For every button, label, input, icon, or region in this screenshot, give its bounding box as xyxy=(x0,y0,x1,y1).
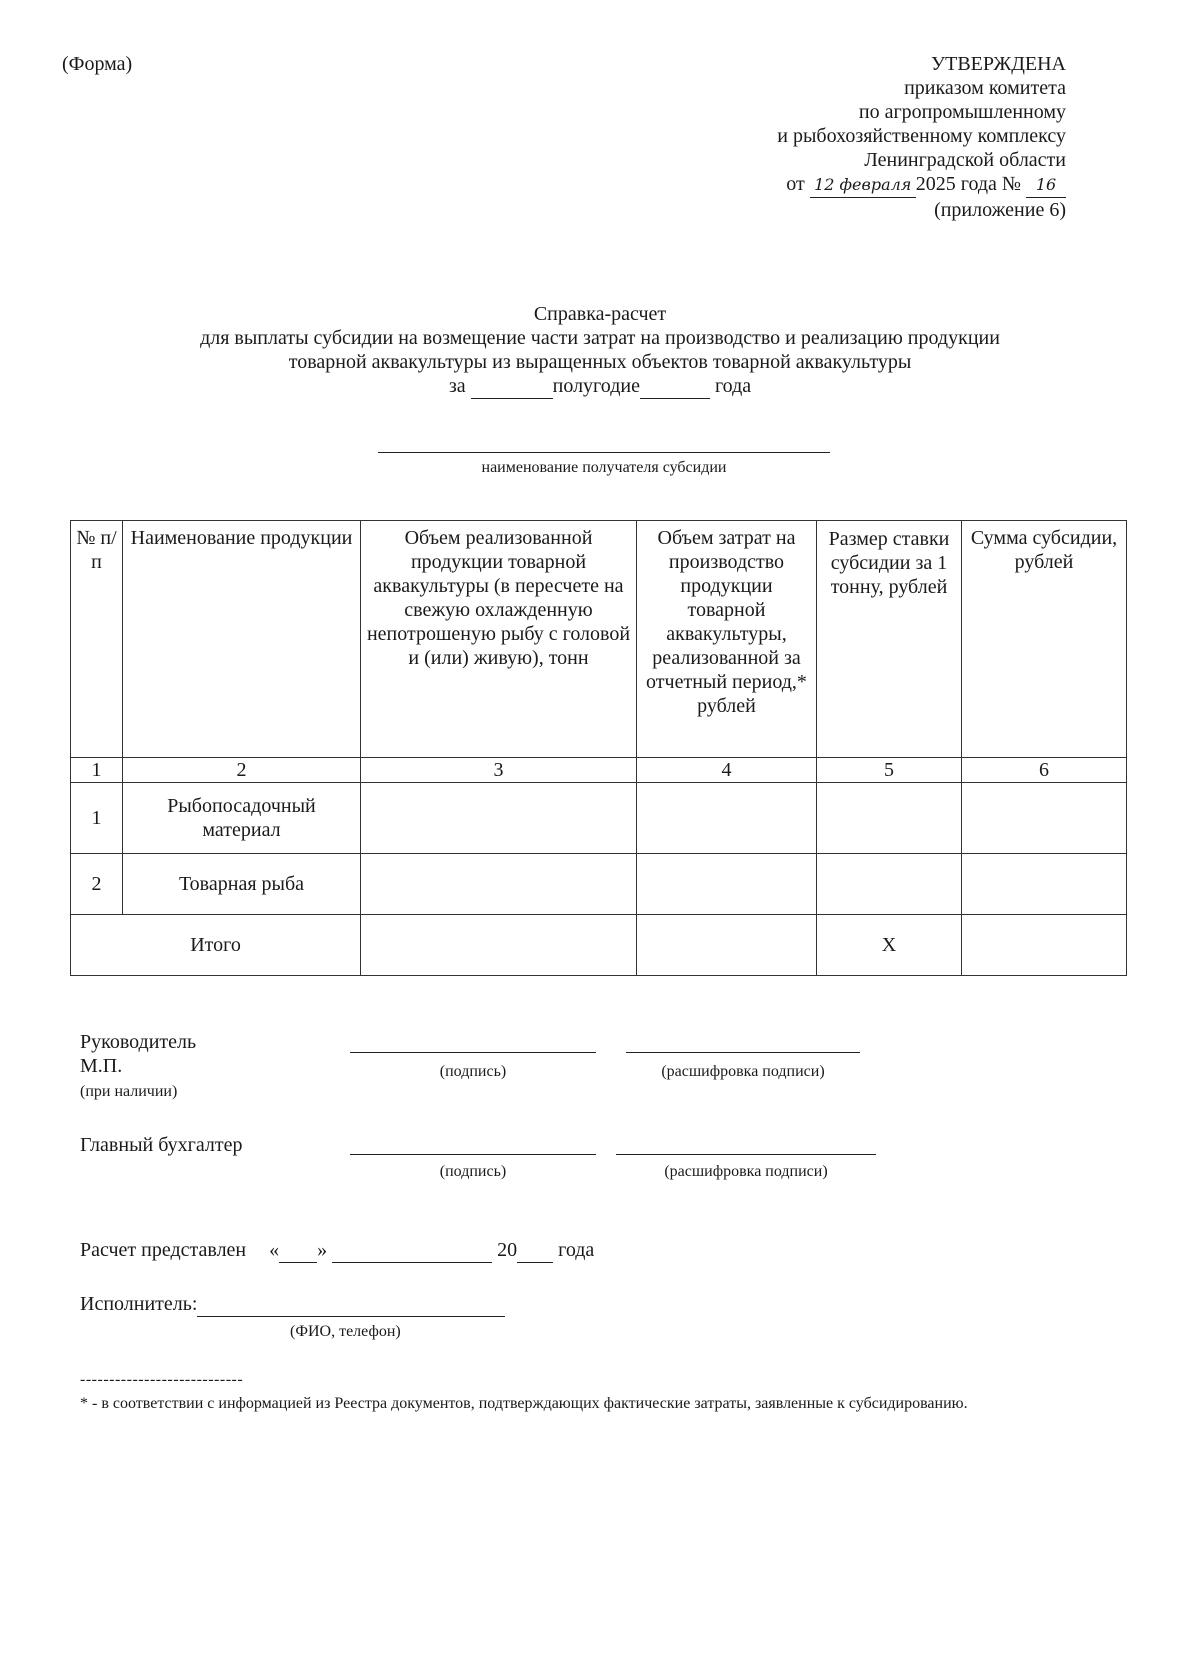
head-signature-line[interactable] xyxy=(350,1052,596,1053)
rate-cell[interactable] xyxy=(817,854,962,915)
total-label: Итого xyxy=(71,915,361,976)
close-quote: » xyxy=(317,1239,328,1261)
total-row xyxy=(71,915,1127,976)
submitted-label: Расчет представлен xyxy=(80,1239,247,1261)
head-signature-caption: (подпись) xyxy=(439,1063,507,1080)
footnote-separator: ---------------------------- xyxy=(80,1371,244,1388)
stamp-note: (при наличии) xyxy=(80,1083,178,1100)
appendix-label: (приложение 6) xyxy=(934,199,1066,221)
century-text: 20 xyxy=(497,1239,518,1261)
approval-date-line xyxy=(466,172,1066,198)
header-cost-volume: Объем затрат на производство продукции товарной аквакультуры, реализованной за отчетный период,* рублей xyxy=(637,521,817,758)
year-word: года xyxy=(558,1239,595,1261)
head-decode-line[interactable] xyxy=(626,1052,860,1053)
stamp-label: М.П. xyxy=(80,1055,123,1077)
date-prefix: от xyxy=(786,173,805,195)
subsidy-sum-cell[interactable] xyxy=(962,854,1127,915)
title-line-2: для выплаты субсидии на возмещение части затрат на производство и реализацию продукции xyxy=(200,327,1000,349)
head-title: Руководитель xyxy=(80,1031,197,1053)
executor-label: Исполнитель: xyxy=(80,1293,198,1315)
footnote-text: * - в соответствии с информацией из Реестра документов, подтверждающих фактические затраты, заявленные к субсидированию. xyxy=(80,1395,968,1412)
cost-volume-cell[interactable] xyxy=(637,854,817,915)
title-line-1: Справка-расчет xyxy=(533,303,667,325)
open-quote: « xyxy=(269,1239,280,1261)
header-subsidy-sum: Сумма субсидии, рублей xyxy=(962,521,1127,758)
sold-volume-cell[interactable] xyxy=(361,854,637,915)
title-period-line xyxy=(60,374,1140,399)
total-cost-volume-cell[interactable] xyxy=(637,915,817,976)
executor-line xyxy=(80,1292,505,1317)
table-row xyxy=(71,783,1127,854)
accountant-signature-caption: (подпись) xyxy=(439,1163,507,1180)
accountant-title: Главный бухгалтер xyxy=(80,1134,243,1156)
product-name: Товарная рыба xyxy=(123,854,361,915)
table-row xyxy=(71,854,1127,915)
title-line-3: товарной аквакультуры из выращенных объектов товарной аквакультуры xyxy=(288,351,912,373)
column-number: 2 xyxy=(123,758,361,783)
approval-line-1: приказом комитета xyxy=(904,77,1066,99)
sold-volume-cell[interactable] xyxy=(361,783,637,854)
recipient-caption: наименование получателя субсидии xyxy=(481,459,727,476)
subsidy-sum-cell[interactable] xyxy=(962,783,1127,854)
period-prefix: за xyxy=(448,375,466,397)
column-number: 6 xyxy=(962,758,1127,783)
row-number: 2 xyxy=(71,854,123,915)
accountant-decode-caption: (расшифровка подписи) xyxy=(664,1163,828,1180)
total-subsidy-sum-cell[interactable] xyxy=(962,915,1127,976)
column-number-row xyxy=(71,758,1127,783)
accountant-signature-line[interactable] xyxy=(350,1154,596,1155)
row-number: 1 xyxy=(71,783,123,854)
approval-line-3: и рыбохозяйственному комплексу xyxy=(777,125,1066,147)
period-number-blank xyxy=(471,374,553,399)
approval-block xyxy=(466,52,1066,222)
day-blank[interactable] xyxy=(279,1238,317,1263)
executor-blank[interactable] xyxy=(197,1292,505,1317)
column-number: 1 xyxy=(71,758,123,783)
period-word: полугодие xyxy=(552,375,640,397)
product-name: Рыбопосадочный материал xyxy=(123,783,361,854)
rate-cell[interactable] xyxy=(817,783,962,854)
header-row-number: № п/п xyxy=(71,521,123,758)
head-decode-caption: (расшифровка подписи) xyxy=(661,1063,825,1080)
approved-heading: УТВЕРЖДЕНА xyxy=(930,53,1066,75)
period-suffix: года xyxy=(714,375,752,397)
total-rate-mark: Х xyxy=(817,915,962,976)
header-sold-volume: Объем реализованной продукции товарной аквакультуры (в пересчете на свежую охлажденную непотрошеную рыбу с головой и (или) живую), тонн xyxy=(361,521,637,758)
executor-caption: (ФИО, телефон) xyxy=(290,1323,401,1340)
header-product-name: Наименование продукции xyxy=(123,521,361,758)
column-number: 3 xyxy=(361,758,637,783)
accountant-decode-line[interactable] xyxy=(616,1154,876,1155)
column-number: 4 xyxy=(637,758,817,783)
calculation-table xyxy=(70,520,1127,976)
document-title xyxy=(60,302,1140,399)
year-blank[interactable] xyxy=(517,1238,553,1263)
approval-line-4: Ленинградской области xyxy=(864,149,1066,171)
header-rate: Размер ставки субсидии за 1 тонну, рублей xyxy=(817,521,962,758)
column-number: 5 xyxy=(817,758,962,783)
form-label: (Форма) xyxy=(62,53,133,75)
cost-volume-cell[interactable] xyxy=(637,783,817,854)
year-text: 2025 года № xyxy=(915,173,1021,195)
submitted-line xyxy=(80,1238,594,1263)
table-header-row xyxy=(71,521,1127,758)
handwritten-date: 12 февраля xyxy=(810,173,916,198)
handwritten-order-number: 16 xyxy=(1026,173,1066,198)
period-year-blank xyxy=(640,374,710,399)
approval-line-2: по агропромышленному xyxy=(858,101,1066,123)
total-sold-volume-cell[interactable] xyxy=(361,915,637,976)
month-blank[interactable] xyxy=(332,1238,492,1263)
recipient-name-line xyxy=(378,452,830,453)
